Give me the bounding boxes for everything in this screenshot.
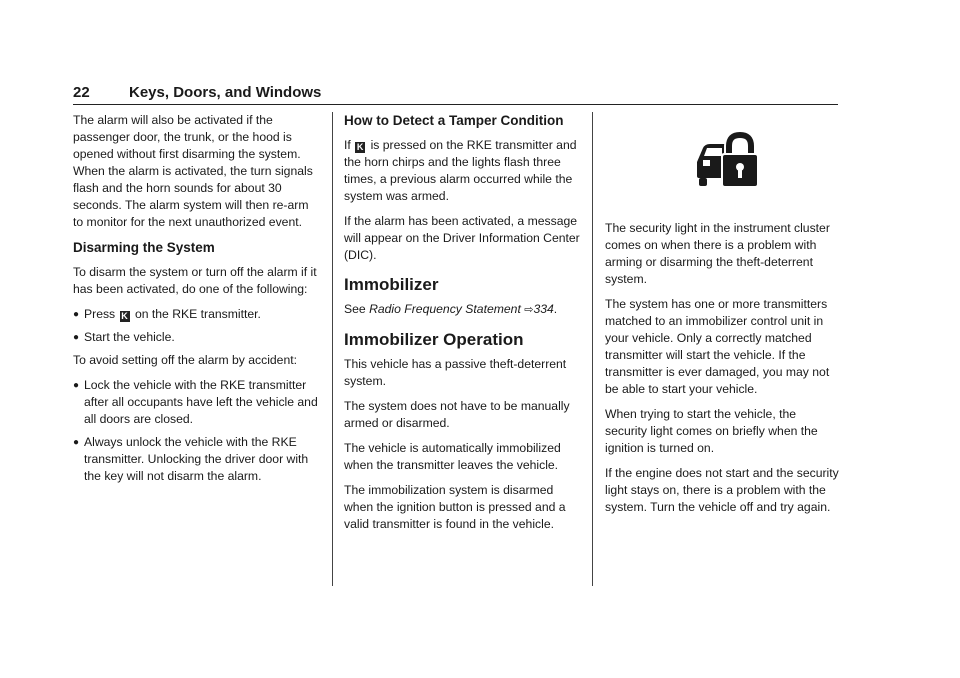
tamper-text: If K is pressed on the RKE transmitter and the horn chirps and the lights flash three times, a previous alarm occurred while the system was armed. <box>344 138 577 203</box>
alarm-intro: The alarm will also be activated if the passenger door, the trunk, or the hood is opened without first disarming the system. When the alarm is activated, the turn signals flash and the horn sounds for about 30 seconds. The alarm system will then re-arm to monitor for the next unauthorized event. <box>73 113 313 229</box>
transmitter-text: The system has one or more transmitters matched to an immobilizer control unit in your vehicle. Only a correctly matched transmitter will start the vehicle. If the transmitter is ever damaged, you may not be able to start your vehicle. <box>605 297 830 396</box>
list-item: ● Lock the vehicle with the RKE transmitter after all occupants have left the vehicle and all doors are closed. <box>73 378 318 426</box>
list-item: ● Always unlock the vehicle with the RKE transmitter. Unlocking the driver door with the key will not disarm the alarm. <box>73 435 309 483</box>
section-title: Keys, Doors, and Windows <box>129 84 322 101</box>
arrow-icon: ⇨ <box>524 304 534 316</box>
column-divider <box>592 112 593 586</box>
avoid-list <box>73 377 321 485</box>
unlock-key-icon: K <box>121 311 128 321</box>
list-item: ● Start the vehicle. <box>73 330 175 344</box>
disarm-list <box>73 306 321 346</box>
op-text-4: The immobilization system is disarmed when the ignition button is pressed and a valid transmitter is found in the vehicle. <box>344 483 566 531</box>
heading-disarming: Disarming the System <box>73 240 215 255</box>
op-text-2: The system does not have to be manually armed or disarmed. <box>344 399 570 430</box>
bullet-icon: ● <box>73 332 80 343</box>
security-light-text: The security light in the instrument cluster comes on when there is a problem with arming or disarming the theft-deterrent system. <box>605 221 830 286</box>
page-number: 22 <box>73 84 90 101</box>
unlock-key-icon: K <box>356 142 364 152</box>
see-reference: See Radio Frequency Statement ⇨334. <box>344 302 558 316</box>
reference-link[interactable]: Radio Frequency Statement <box>369 302 521 316</box>
bullet-icon: ● <box>73 309 80 320</box>
reference-page[interactable]: 334 <box>533 302 554 316</box>
heading-immobilizer: Immobilizer <box>344 275 439 294</box>
column-2 <box>344 112 580 541</box>
page-header <box>73 82 838 105</box>
column-1 <box>73 112 321 491</box>
heading-immobilizer-operation: Immobilizer Operation <box>344 330 524 349</box>
bullet-icon: ● <box>73 437 80 448</box>
start-text: When trying to start the vehicle, the security light comes on briefly when the ignition is turned on. <box>605 407 818 455</box>
engine-text: If the engine does not start and the security light stays on, there is a problem with the system. Turn the vehicle off and try again. <box>605 466 839 514</box>
column-divider <box>332 112 333 586</box>
list-item: ● Press K on the RKE transmitter. <box>73 307 261 321</box>
bullet-icon: ● <box>73 380 80 391</box>
op-text-3: The vehicle is automatically immobilized when the transmitter leaves the vehicle. <box>344 441 561 472</box>
security-light-icon <box>695 132 759 194</box>
heading-tamper: How to Detect a Tamper Condition <box>344 113 564 128</box>
column-3 <box>605 112 840 524</box>
tamper-text-2: If the alarm has been activated, a message will appear on the Driver Information Center (DIC). <box>344 214 580 262</box>
op-text-1: This vehicle has a passive theft-deterrent system. <box>344 357 567 388</box>
disarm-text: To disarm the system or turn off the alarm if it has been activated, do one of the following: <box>73 265 317 296</box>
avoid-text: To avoid setting off the alarm by accident: <box>73 353 298 367</box>
